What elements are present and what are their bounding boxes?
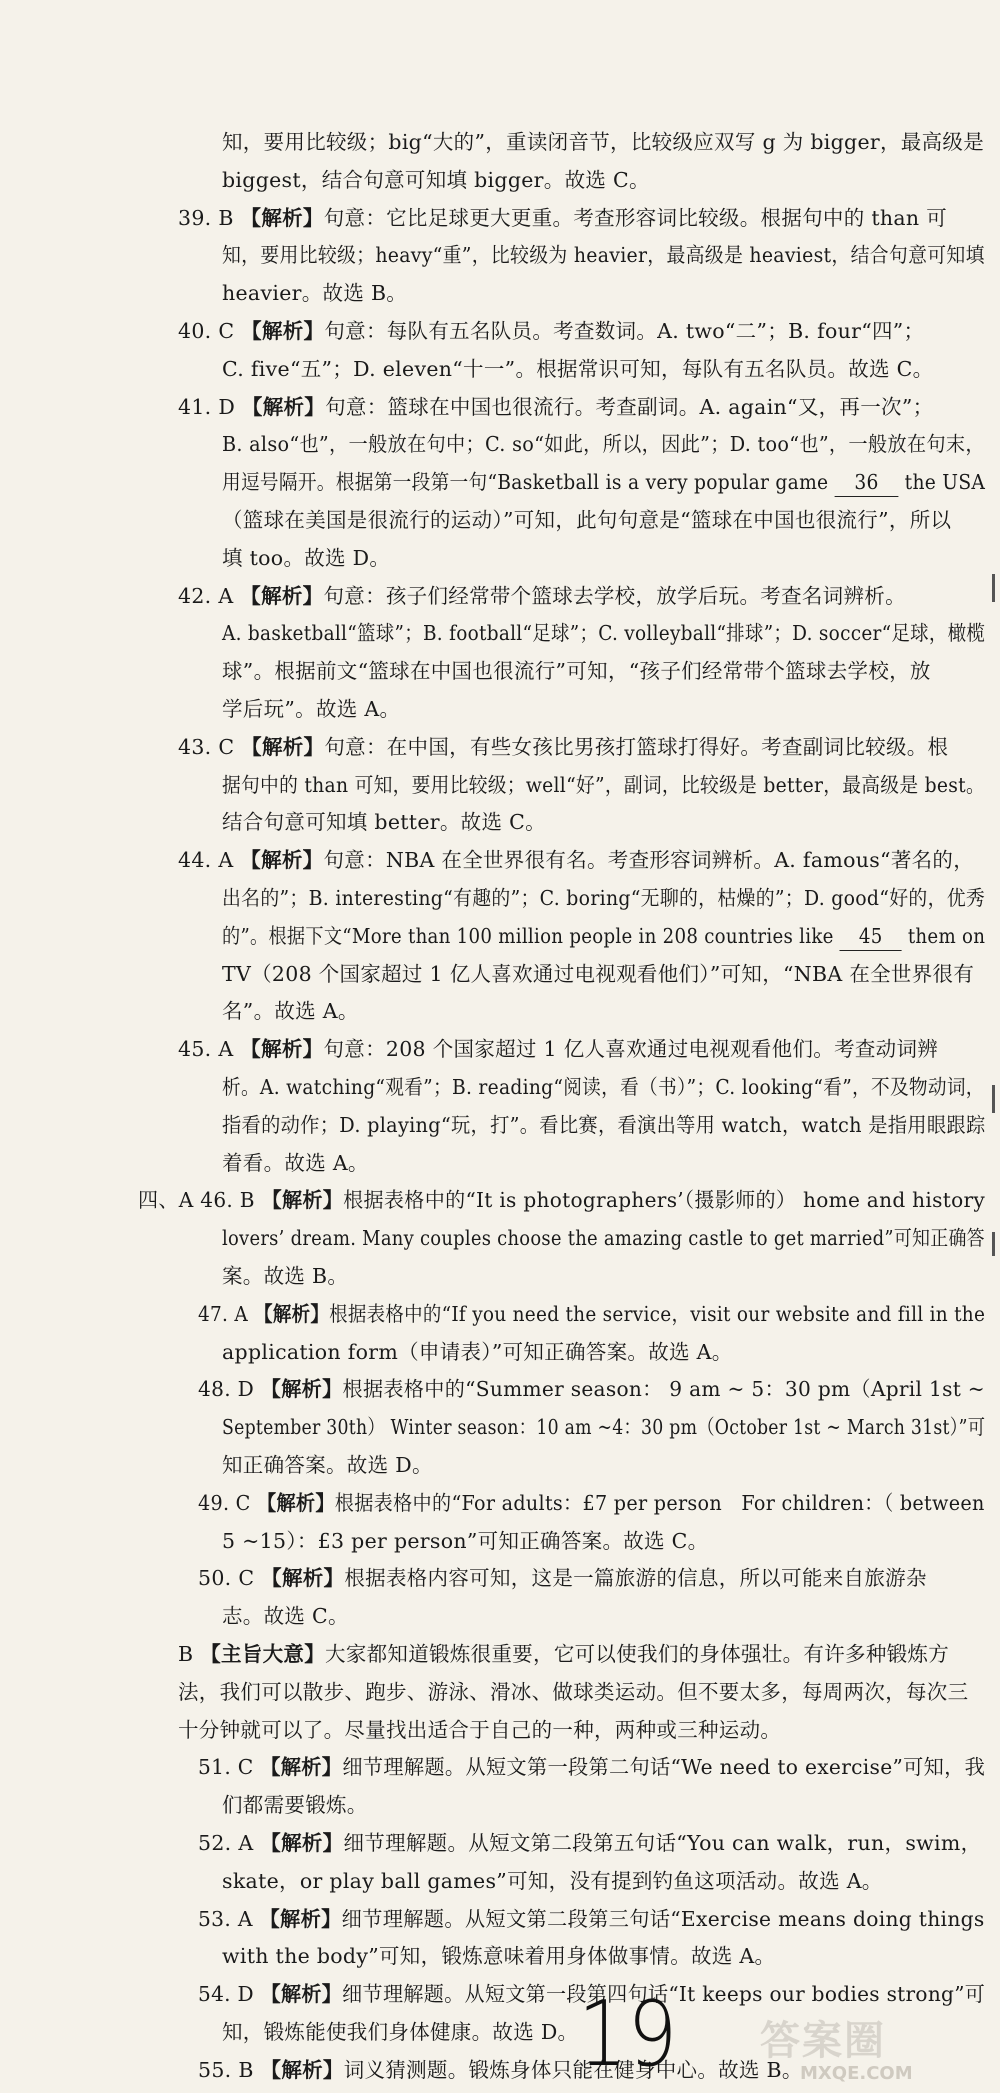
watermark-mark: 答案圈: [760, 2018, 886, 2064]
cloze-blank: 36: [835, 468, 899, 497]
text-line: [222, 1262, 348, 1290]
line-text: 志。故选 C。: [222, 1604, 349, 1629]
text-line: [222, 1224, 985, 1252]
item-number: 52. A: [198, 1831, 254, 1855]
line-text: 知，要用比较级；big“大的”，重读闭音节，比较级应双写 g 为 bigger，最高级是: [222, 130, 984, 154]
text-line: [222, 166, 650, 194]
text-line: [222, 2018, 578, 2046]
analysis-tag: 【解析】: [260, 1377, 343, 1402]
line-text: 据句中的 than 可知，要用比较级；well“好”，副词，比较级是 better，最高级是 best。: [222, 772, 985, 797]
text-line: [222, 884, 985, 912]
line-text: 根据表格中的“For adults：£7 per person For children：（ between: [334, 1490, 985, 1515]
item-number: 50. C: [198, 1566, 255, 1591]
text-line: [178, 733, 948, 761]
text-line: [222, 1451, 433, 1479]
line-text: B. also“也”，一般放在句中；C. so“如此，所以，因此”；D. too“也”，一般放在句末，: [222, 432, 985, 457]
analysis-tag: 【解析】: [260, 1831, 344, 1855]
analysis-tag: 【解析】: [260, 2057, 344, 2082]
text-line: [198, 1905, 985, 1933]
line-text: 学后玩”。故选 A。: [222, 697, 401, 721]
text-line: [178, 1678, 968, 1706]
text-line: [222, 241, 985, 269]
line-text: 十分钟就可以了。尽量找出适合于自己的一种，两种或三种运动。: [178, 1717, 782, 1742]
line-text: 句意：208 个国家超过 1 亿人喜欢通过电视观看他们。考查动词辨: [323, 1037, 939, 1062]
text-line: [198, 1300, 985, 1328]
text-line: [222, 619, 985, 647]
analysis-tag: 【解析】: [261, 1566, 345, 1591]
item-number: 40. C: [178, 319, 235, 343]
line-text: lovers’ dream. Many couples choose the amazing castle to get married”可知正确答: [222, 1226, 985, 1251]
analysis-tag: 【主旨大意】: [200, 1642, 326, 1666]
line-text: heavier。故选 B。: [222, 281, 408, 306]
text-line: [222, 1602, 349, 1630]
line-text: 细节理解题。从短文第二段第五句话“You can walk，run，swim，: [343, 1831, 982, 1855]
line-text: 5 ~15）：£3 per person”可知正确答案。故选 C。: [222, 1528, 709, 1553]
text-line: [222, 355, 933, 383]
text-line: [222, 960, 974, 988]
line-text: skate，or play ball games”可知，没有提到钓鱼这项活动。故选 A。: [222, 1868, 883, 1893]
text-line: [222, 1111, 985, 1139]
line-text: 填 too。故选 D。: [222, 545, 391, 570]
analysis-tag: 【解析】: [241, 734, 325, 759]
line-text: A. basketball“篮球”；B. football“足球”；C. volleyball“排球”；D. soccer“足球，橄榄: [222, 621, 986, 646]
line-text: 根据表格中的“Summer season： 9 am ~ 5：30 pm（April 1st ~: [342, 1377, 985, 1402]
text-line: [222, 808, 546, 836]
line-text: 法，我们可以散步、跑步、游泳、滑冰、做球类运动。但不要太多，每周两次，每次三: [178, 1679, 969, 1704]
text-line: [222, 657, 931, 685]
item-number: 47. A: [198, 1301, 248, 1326]
edge-mark: [992, 1232, 995, 1256]
line-text: application form（申请表）”可知正确答案。故选 A。: [222, 1339, 733, 1364]
analysis-tag: 【解析】: [260, 1755, 343, 1780]
text-line: [222, 506, 951, 534]
text-line: [222, 468, 985, 497]
cloze-blank: 45: [840, 922, 902, 951]
line-text: 句意：在中国，有些女孩比男孩打篮球打得好。考查副词比较级。根: [324, 734, 949, 759]
line-text-after: the USA: [904, 470, 986, 495]
line-text: 着看。故选 A。: [222, 1150, 369, 1175]
watermark-logo: [760, 2020, 995, 2085]
item-number: 43. C: [178, 734, 235, 759]
line-text: 词义猜测题。锻炼身体只能在健身中心。故选 B。: [343, 2057, 803, 2082]
text-line: [198, 1829, 981, 1857]
text-line: [222, 544, 390, 572]
text-line: [222, 1867, 883, 1895]
text-line: [222, 1791, 368, 1819]
edge-mark: [992, 574, 995, 602]
edge-mark: [992, 1085, 995, 1113]
line-text: （篮球在美国是很流行的运动）”可知，此句句意是“篮球在中国也很流行”，所以: [222, 508, 952, 532]
item-number: 42. A: [178, 583, 234, 608]
line-text: 案。故选 B。: [222, 1264, 349, 1288]
item-number: 54. D: [198, 1982, 254, 2007]
line-text: 出名的”；B. interesting“有趣的”；C. boring“无聊的，枯燥的”；D. good“好的，优秀: [222, 886, 986, 910]
item-number: 49. C: [198, 1490, 251, 1515]
text-line: [222, 695, 400, 723]
item-number: 四、A 46. B: [138, 1188, 255, 1213]
text-line: [222, 1073, 985, 1101]
analysis-tag: 【解析】: [261, 1188, 344, 1213]
text-line: [198, 2056, 803, 2084]
line-text: 知，锻炼能使我们身体健康。故选 D。: [222, 2020, 579, 2044]
line-text: 名”。故选 A。: [222, 999, 359, 1024]
text-line: [222, 128, 984, 156]
text-line: [178, 846, 974, 874]
item-number: 39. B: [178, 205, 234, 230]
item-number: 41. D: [178, 394, 236, 419]
line-text: 根据表格内容可知，这是一篇旅游的信息，所以可能来自旅游杂: [344, 1566, 927, 1591]
text-line: [222, 1149, 369, 1177]
analysis-tag: 【解析】: [240, 583, 324, 608]
line-text: 结合句意可知填 better。故选 C。: [222, 810, 546, 835]
text-line: [198, 1564, 927, 1592]
line-text: TV（208 个国家超过 1 亿人喜欢通过电视观看他们）”可知，“NBA 在全世界很有: [222, 961, 975, 986]
line-text: 知，要用比较级；heavy“重”，比较级为 heavier，最高级是 heaviest，结合句意可知填: [222, 243, 985, 268]
text-line: [222, 1413, 985, 1441]
line-text: 句意：NBA 在全世界很有名。考查形容词辨析。A. famous“著名的，: [323, 848, 975, 873]
text-line: [222, 1527, 708, 1555]
watermark-site: MXQE.COM: [800, 2063, 913, 2084]
text-line: [198, 1375, 985, 1403]
item-number: 51. C: [198, 1755, 254, 1780]
handwritten-page-number: 19: [578, 1983, 678, 2087]
analysis-tag: 【解析】: [254, 1301, 330, 1326]
line-text: 根据表格中的“If you need the service，visit our website and fill in the: [329, 1301, 986, 1326]
text-line: [178, 1035, 938, 1063]
line-text: 句意：孩子们经常带个篮球去学校，放学后玩。考查名词辨析。: [323, 583, 906, 608]
line-text: 根据表格中的“It is photographers’（摄影师的） home and history: [343, 1188, 986, 1213]
analysis-tag: 【解析】: [257, 1490, 335, 1515]
text-line: [178, 1716, 781, 1744]
item-number: 53. A: [198, 1906, 253, 1931]
line-text: 细节理解题。从短文第二段第三句话“Exercise means doing things: [341, 1906, 985, 1931]
analysis-tag: 【解析】: [240, 205, 324, 230]
line-text: 句意：篮球在中国也很流行。考查副词。A. again“又，再一次”；: [325, 394, 934, 419]
analysis-tag: 【解析】: [240, 848, 324, 873]
line-text: 句意：它比足球更大更重。考查形容词比较级。根据句中的 than 可: [323, 205, 948, 230]
text-line: [198, 1489, 985, 1517]
line-text: 大家都知道锻炼很重要，它可以使我们的身体强壮。有许多种锻炼方: [325, 1642, 950, 1666]
item-number: 55. B: [198, 2057, 254, 2082]
text-line: [178, 393, 933, 421]
line-text: 知正确答案。故选 D。: [222, 1453, 433, 1477]
text-line: [138, 1186, 985, 1214]
line-text: 指看的动作；D. playing“玩，打”。看比赛，看演出等用 watch，watch 是指用眼跟踪: [222, 1112, 986, 1137]
item-number: 48. D: [198, 1377, 255, 1402]
text-line: [178, 204, 947, 232]
item-number: B: [178, 1642, 194, 1666]
line-text: 球”。根据前文“篮球在中国也很流行”可知，“孩子们经常带个篮球去学校，放: [222, 659, 931, 684]
analysis-tag: 【解析】: [240, 1037, 324, 1062]
analysis-tag: 【解析】: [241, 319, 325, 343]
text-line: [222, 922, 985, 951]
line-text: 细节理解题。从短文第一段第二句话“We need to exercise”可知，我: [342, 1755, 986, 1780]
text-line: [222, 771, 985, 799]
line-text: C. five“五”；D. eleven“十一”。根据常识可知，每队有五名队员。故选 C。: [222, 356, 934, 381]
text-line: [178, 582, 906, 610]
text-line: [222, 997, 359, 1025]
text-line: [222, 1338, 733, 1366]
text-line: [222, 279, 407, 307]
line-text: 用逗号隔开。根据第一段第一句“Basketball is a very popular game: [222, 470, 829, 495]
analysis-tag: 【解析】: [259, 1906, 342, 1931]
text-line: [222, 430, 985, 458]
text-line: [178, 317, 924, 345]
line-text: biggest，结合句意可知填 bigger。故选 C。: [222, 167, 650, 192]
analysis-tag: 【解析】: [241, 394, 326, 419]
item-number: 45. A: [178, 1037, 234, 1062]
item-number: 44. A: [178, 848, 234, 873]
line-text: September 30th） Winter season：10 am ~4：30 pm（October 1st ~ March 31st）”可: [222, 1415, 986, 1440]
text-line: [198, 1753, 985, 1781]
line-text: 的”。根据下文“More than 100 million people in 208 countries like: [222, 923, 834, 948]
line-text: 句意：每队有五名队员。考查数词。A. two“二”；B. four“四”；: [324, 319, 925, 343]
line-text: with the body”可知，锻炼意味着用身体做事情。故选 A。: [222, 1944, 776, 1969]
line-text: 们都需要锻炼。: [222, 1793, 368, 1818]
analysis-tag: 【解析】: [260, 1982, 343, 2007]
line-text-after: them on: [907, 923, 986, 948]
text-line: [178, 1640, 949, 1668]
text-line: [222, 1942, 775, 1970]
line-text: 细节理解题。从短文第一段第四句话“It keeps our bodies strong”可: [342, 1982, 986, 2007]
line-text: 析。A. watching“观看”；B. reading“阅读，看（书）”；C. looking“看”，不及物动词，: [222, 1075, 985, 1099]
